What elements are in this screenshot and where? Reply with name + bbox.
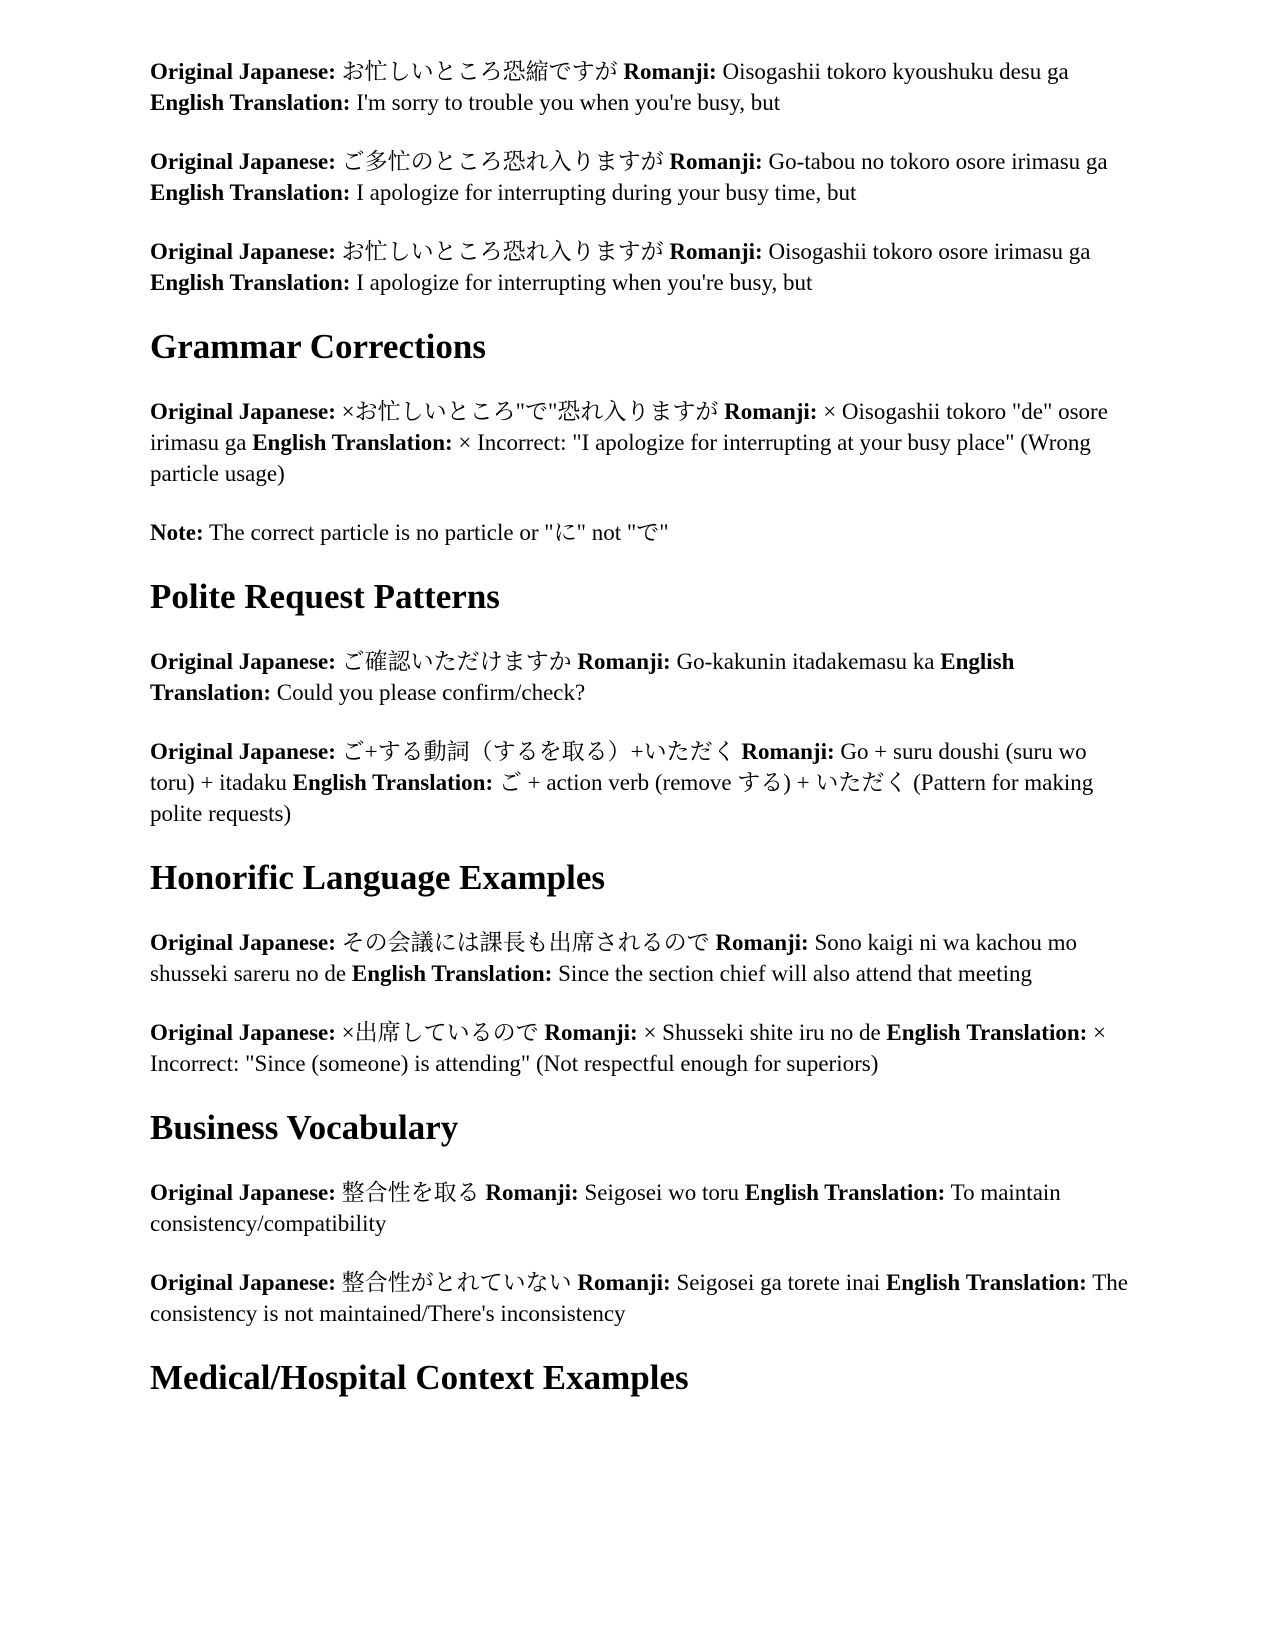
romanji-text: Go-kakunin itadakemasu ka <box>676 649 935 674</box>
english-text: Could you please confirm/check? <box>276 680 586 705</box>
english-text: The consistency is not maintained/There's inconsistency <box>150 1270 1128 1326</box>
english-label: English Translation: <box>351 961 553 986</box>
japanese-text: 整合性がとれていない <box>341 1270 572 1295</box>
note-entry <box>150 517 1128 548</box>
japanese-text: ご+する動詞（するを取る）+いただく <box>341 739 736 764</box>
japanese-text: ×出席しているので <box>341 1020 539 1045</box>
romanji-text: × Oisogashii tokoro "de" osore irimasu ga <box>150 399 1108 455</box>
romanji-label: Romanji: <box>577 649 671 674</box>
japanese-text: その会議には課長も出席されるので <box>341 930 710 955</box>
note-label: Note: <box>150 520 204 545</box>
english-label: English Translation: <box>744 1180 946 1205</box>
romanji-label: Romanji: <box>741 739 835 764</box>
original-label: Original Japanese: <box>150 1020 336 1045</box>
translation-label: Translation: <box>965 1270 1087 1295</box>
original-label: Original Japanese: <box>150 1270 336 1295</box>
english-text: I apologize for interrupting when you're busy, but <box>356 270 813 295</box>
translation-label: Translation: <box>966 1020 1088 1045</box>
romanji-text: Go-tabou no tokoro osore irimasu ga <box>768 149 1108 174</box>
romanji-label: Romanji: <box>544 1020 638 1045</box>
romanji-label: Romanji: <box>577 1270 671 1295</box>
english-text: I apologize for interrupting during your busy time, but <box>356 180 857 205</box>
phrase-entry <box>150 927 1128 989</box>
phrase-entry <box>150 396 1128 489</box>
phrase-entry <box>150 146 1128 208</box>
english-text: × Incorrect: "Since (someone) is attending" (Not respectful enough for superiors) <box>150 1020 1107 1076</box>
romanji-label: Romanji: <box>669 149 763 174</box>
english-label: English <box>940 649 1015 674</box>
english-label: English Translation: <box>292 770 494 795</box>
phrase-entry <box>150 1177 1128 1239</box>
japanese-text: 整合性を取る <box>341 1180 480 1205</box>
romanji-label: Romanji: <box>485 1180 579 1205</box>
english-label: English <box>885 1270 961 1295</box>
romanji-label: Romanji: <box>724 399 818 424</box>
romanji-label: Romanji: <box>669 239 763 264</box>
note-text: The correct particle is no particle or "に" not "で" <box>208 520 669 545</box>
translation-label: Translation: <box>150 680 271 705</box>
section-heading-medical: Medical/Hospital Context Examples <box>150 1358 689 1397</box>
japanese-text: お忙しいところ恐れ入りますが <box>341 239 664 264</box>
phrase-entry <box>150 646 1128 708</box>
romanji-label: Romanji: <box>715 930 809 955</box>
phrase-entry <box>150 736 1128 829</box>
original-label: Original Japanese: <box>150 149 336 174</box>
english-text: × Incorrect: "I apologize for interrupting at your busy place" (Wrong particle usage) <box>150 430 1091 486</box>
english-text: I'm sorry to trouble you when you're busy, but <box>356 90 781 115</box>
english-label: English Translation: <box>150 180 351 205</box>
japanese-text: お忙しいところ恐縮ですが <box>341 59 618 84</box>
section-heading-polite: Polite Request Patterns <box>150 577 500 616</box>
section-heading-honorific: Honorific Language Examples <box>150 858 606 897</box>
romanji-text: Sono kaigi ni wa kachou mo shusseki sareru no de <box>150 930 1077 986</box>
original-label: Original Japanese: <box>150 239 336 264</box>
original-label: Original Japanese: <box>150 930 336 955</box>
phrase-entry <box>150 1017 1128 1079</box>
phrase-entry <box>150 1267 1128 1329</box>
japanese-text: ご確認いただけますか <box>341 649 572 674</box>
phrase-entry <box>150 56 1128 118</box>
japanese-text: ×お忙しいところ"で"恐れ入りますが <box>341 399 719 424</box>
romanji-text: × Shusseki shite iru no de <box>643 1020 881 1045</box>
english-text: Since the section chief will also attend that meeting <box>558 961 1032 986</box>
original-label: Original Japanese: <box>150 739 336 764</box>
romanji-text: Seigosei wo toru <box>584 1180 740 1205</box>
original-label: Original Japanese: <box>150 399 336 424</box>
original-label: Original Japanese: <box>150 1180 336 1205</box>
japanese-text: ご多忙のところ恐れ入りますが <box>341 149 664 174</box>
original-label: Original Japanese: <box>150 649 336 674</box>
phrase-entry <box>150 236 1128 298</box>
section-heading-grammar: Grammar Corrections <box>150 327 486 366</box>
romanji-text: Seigosei ga torete inai <box>676 1270 881 1295</box>
english-label: English Translation: <box>150 90 351 115</box>
original-label: Original Japanese: <box>150 59 336 84</box>
english-text: To maintain consistency/compatibility <box>150 1180 1061 1236</box>
romanji-label: Romanji: <box>623 59 717 84</box>
english-text: ご + action verb (remove する) + いただく (Pattern for making polite requests) <box>150 770 1094 826</box>
document-page <box>150 56 1128 1427</box>
romanji-text: Oisogashii tokoro kyoushuku desu ga <box>722 59 1069 84</box>
english-label: English Translation: <box>252 430 453 455</box>
romanji-text: Go + suru doushi (suru wo toru) + itadaku <box>150 739 1087 795</box>
english-label: English <box>886 1020 961 1045</box>
english-label: English Translation: <box>150 270 351 295</box>
romanji-text: Oisogashii tokoro osore irimasu ga <box>768 239 1091 264</box>
section-heading-business: Business Vocabulary <box>150 1108 459 1147</box>
